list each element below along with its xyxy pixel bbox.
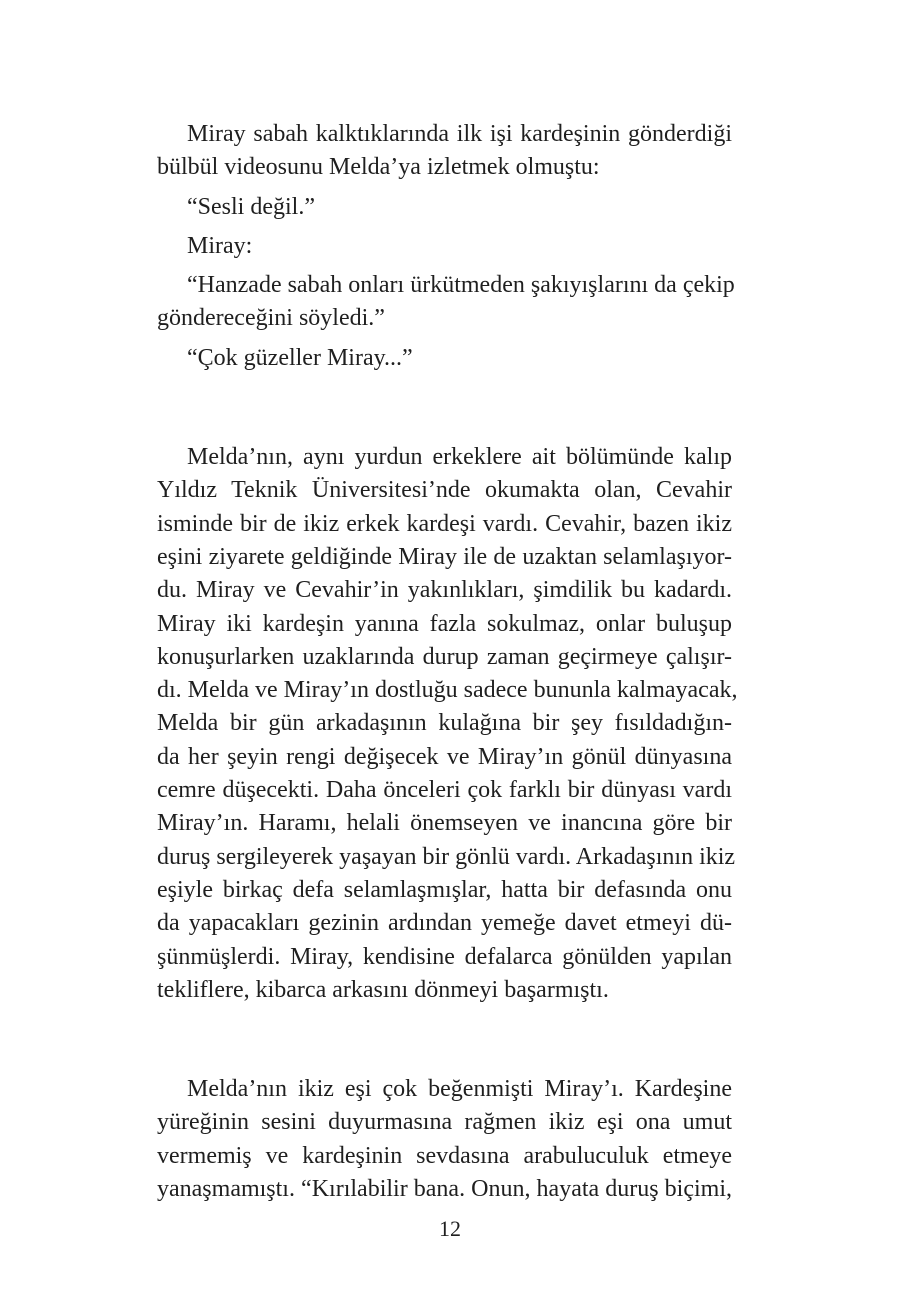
paragraph-twin-brother [157, 1073, 732, 1206]
text-line: eşiyle birkaç defa selamlaşmışlar, hatta bir defasında onu [157, 876, 732, 903]
text-line: isminde bir de ikiz erkek kardeşi vardı. Cevahir, bazen ikiz [157, 510, 732, 537]
text-line: duruş sergileyerek yaşayan bir gönlü vardı. Arkadaşının ikiz [157, 843, 736, 870]
text-line: Melda’nın ikiz eşi çok beğenmişti Miray’ı. Kardeşine [187, 1076, 732, 1103]
text-line: göndereceğini söyledi.” [157, 305, 385, 332]
text-line: “Sesli değil.” [187, 193, 315, 220]
text-line: konuşurlarken uzaklarında durup zaman geçirmeye çalışır- [157, 643, 732, 670]
page-number: 12 [439, 1216, 461, 1241]
paragraph-morning-video [157, 118, 732, 185]
text-line: yüreğinin sesini duyurmasına rağmen ikiz eşi ona umut [157, 1109, 732, 1136]
dialogue-cok-guzeller [157, 342, 732, 375]
text-line: tekliflere, kibarca arkasını dönmeyi başarmıştı. [157, 976, 609, 1003]
text-line: Melda bir gün arkadaşının kulağına bir şey fısıldadığın- [157, 710, 732, 737]
text-line: Miray’ın. Haramı, helali önemseyen ve inancına göre bir [157, 810, 732, 837]
dialogue-speaker-miray [157, 230, 732, 263]
text-line: Yıldız Teknik Üniversitesi’nde okumakta olan, Cevahir [157, 477, 732, 504]
text-line: Miray sabah kalktıklarında ilk işi kardeşinin gönderdiği [187, 121, 732, 147]
text-line: eşini ziyarete geldiğinde Miray ile de uzaktan selamlaşıyor- [157, 543, 732, 570]
text-line: dı. Melda ve Miray’ın dostluğu sadece bununla kalmayacak, [157, 677, 738, 704]
text-line: da yapacakları gezinin ardından yemeğe davet etmeyi dü- [157, 910, 732, 937]
text-line: vermemiş ve kardeşinin sevdasına arabuluculuk etmeye [157, 1142, 732, 1169]
book-page-text [157, 118, 738, 1206]
text-line: Miray iki kardeşin yanına fazla sokulmaz, onlar buluşup [157, 610, 732, 637]
text-line: du. Miray ve Cevahir’in yakınlıkları, şimdilik bu kadardı. [157, 577, 732, 604]
dialogue-hanzade [157, 269, 735, 336]
text-line: “Hanzade sabah onları ürkütmeden şakıyışlarını da çekip [187, 272, 735, 299]
text-line: Melda’nın, aynı yurdun erkeklere ait bölümünde kalıp [187, 444, 732, 471]
text-line: bülbül videosunu Melda’ya izletmek olmuştu: [157, 154, 600, 181]
text-line: yanaşmamıştı. “Kırılabilir bana. Onun, hayata duruş biçimi, [157, 1176, 732, 1203]
text-line: “Çok güzeller Miray...” [187, 344, 413, 371]
paragraph-cevahir [157, 441, 738, 1007]
dialogue-sesli-degil [157, 191, 732, 224]
text-line: şünmüşlerdi. Miray, kendisine defalarca gönülden yapılan [157, 943, 732, 970]
text-line: cemre düşecekti. Daha önceleri çok farklı bir dünyası vardı [157, 777, 732, 804]
text-line: da her şeyin rengi değişecek ve Miray’ın gönül dünyasına [157, 743, 732, 770]
text-line: Miray: [187, 232, 253, 259]
